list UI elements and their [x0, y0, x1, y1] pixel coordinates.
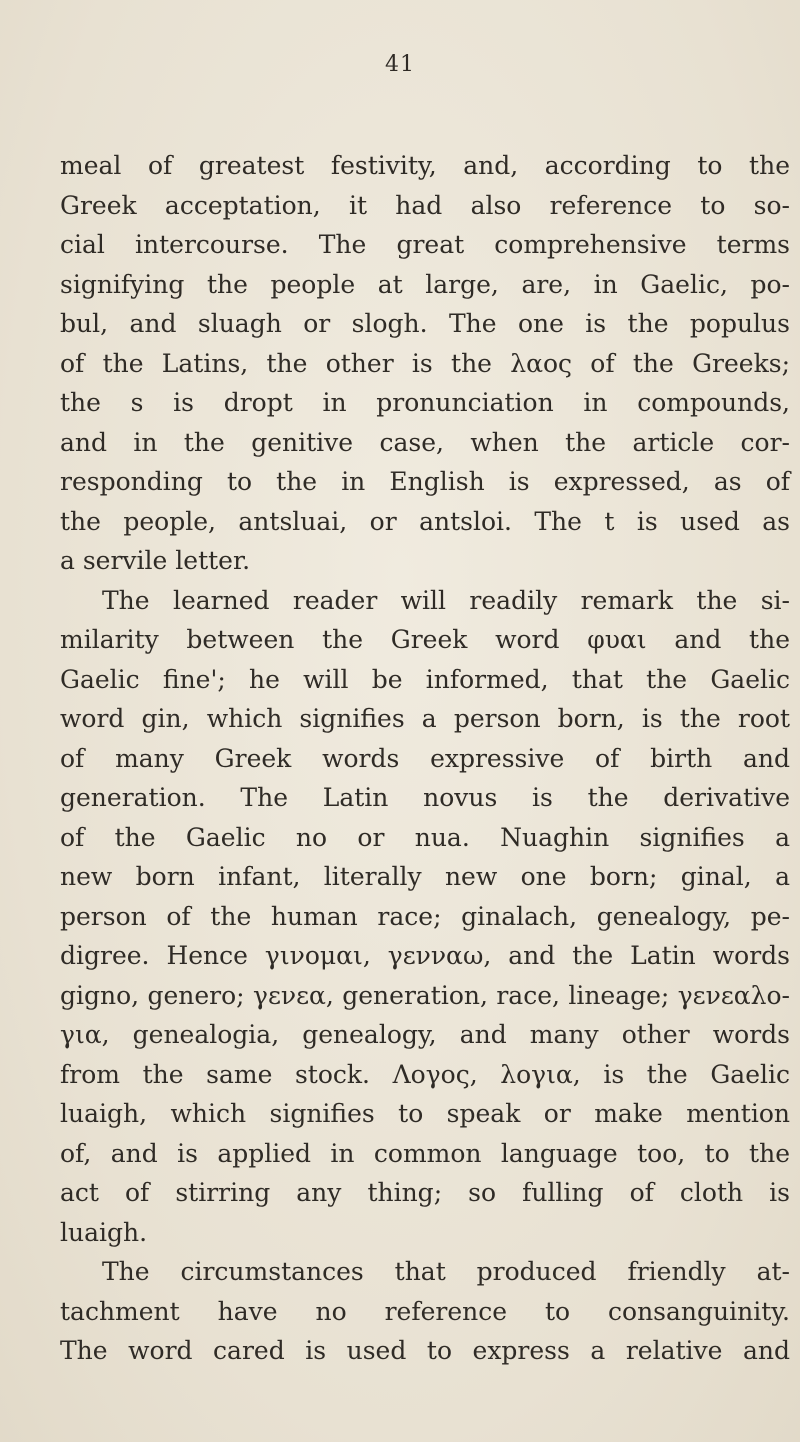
text-line: act of stirring any thing; so fulling of cloth is [60, 1178, 790, 1207]
text-line: responding to the in English is expressed, as of [60, 467, 790, 496]
text-line: Greek acceptation, it had also reference to so- [60, 190, 790, 220]
text-line: person of the human race; ginalach, genealogy, pe- [60, 901, 790, 931]
text-line: the people, antsluai, or antsloi. The t is used as [60, 506, 790, 536]
text-line: The word cared is used to express a relative and [60, 1336, 790, 1365]
text-line: word gin, which signifies a person born, is the root [60, 704, 790, 733]
text-line: milarity between the Greek word φυαι and the [60, 625, 790, 654]
text-line: signifying the people at large, are, in Gaelic, po- [60, 269, 790, 299]
text-line: of many Greek words expressive of birth and [60, 743, 790, 773]
text-line: and in the genitive case, when the article cor- [60, 427, 790, 457]
text-line: of, and is applied in common language too, to the [60, 1138, 790, 1168]
text-line: luaigh, which signifies to speak or make mention [60, 1099, 790, 1128]
text-line: tachment have no reference to consanguinity. [60, 1296, 790, 1326]
text-line: για, genealogia, genealogy, and many other words [60, 1020, 790, 1049]
text-line: The learned reader will readily remark the si- [102, 585, 790, 615]
text-line: luaigh. [60, 1217, 148, 1247]
text-line: Gaelic fine'; he will be informed, that the Gaelic [60, 664, 790, 694]
text-line: bul, and sluagh or slogh. The one is the populus [60, 309, 790, 338]
text-line: meal of greatest festivity, and, according to the [60, 151, 790, 180]
page-number: 41 [385, 52, 415, 77]
text-line: gigno, genero; γενεα, generation, race, lineage; γενεαλο- [60, 980, 790, 1010]
text-line: a servile letter. [60, 546, 251, 575]
body-text [60, 146, 790, 1371]
text-line: cial intercourse. The great comprehensive terms [60, 230, 790, 259]
text-line: digree. Hence γινομαι, γενναω, and the Latin words [60, 941, 790, 970]
text-line: the s is dropt in pronunciation in compounds, [60, 388, 790, 417]
text-line: new born infant, literally new one born; ginal, a [60, 862, 790, 891]
text-line: from the same stock. Λογος, λογια, is the Gaelic [60, 1059, 790, 1089]
text-line: generation. The Latin novus is the derivative [60, 783, 790, 812]
text-line: The circumstances that produced friendly at- [102, 1257, 790, 1286]
text-line: of the Latins, the other is the λαος of the Greeks; [60, 348, 790, 378]
text-line: of the Gaelic no or nua. Nuaghin signifies a [60, 822, 790, 852]
